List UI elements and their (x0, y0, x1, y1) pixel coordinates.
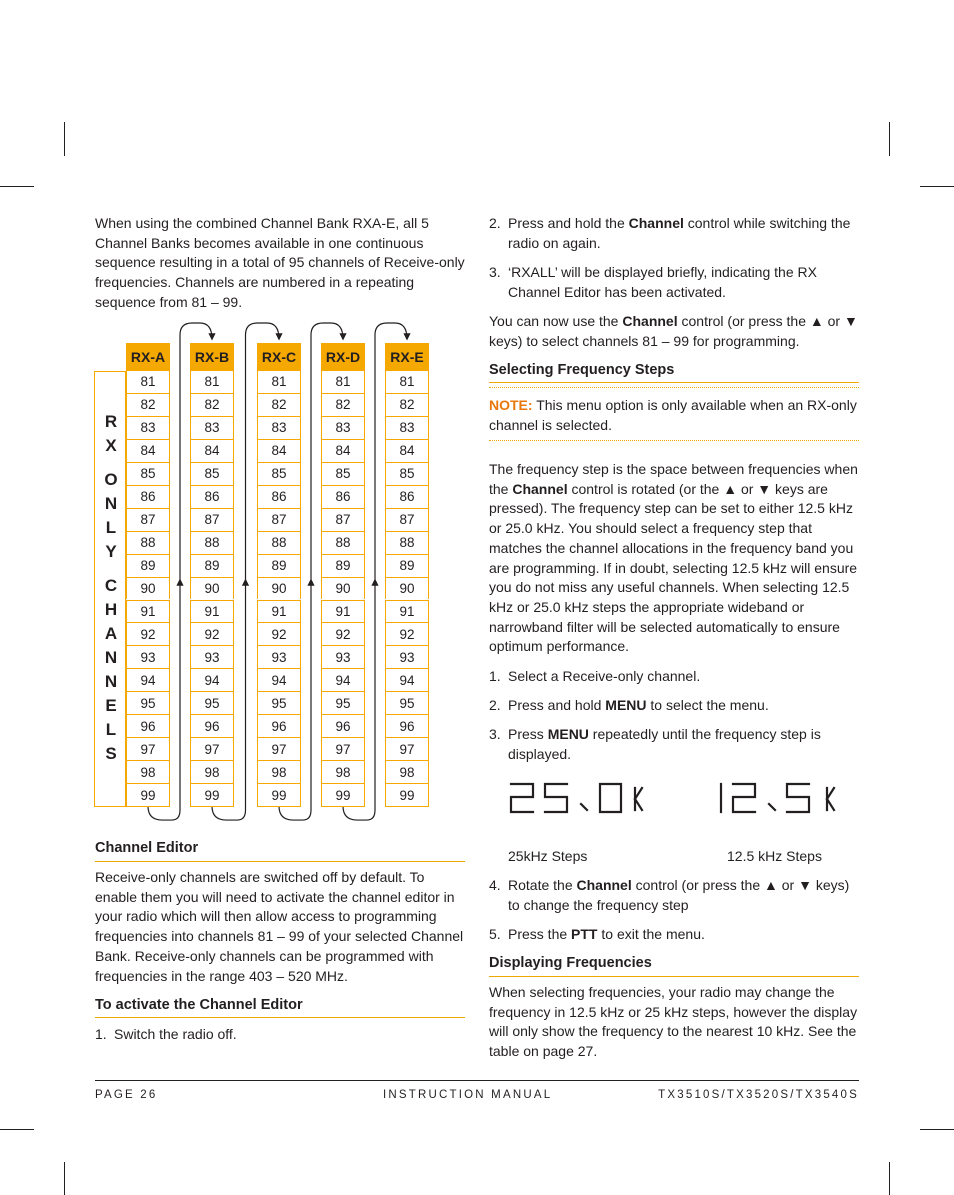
activate-step-1: 1. Switch the radio off. (95, 1026, 237, 1042)
channel-cell: 87 (257, 508, 301, 531)
channel-cell: 82 (321, 393, 365, 416)
side-label-letter: N (104, 672, 118, 691)
channel-cell: 86 (321, 485, 365, 508)
channel-cell: 86 (385, 485, 429, 508)
bank-header: RX-D (321, 343, 365, 370)
intro-paragraph: When using the combined Channel Bank RXA-E, all 5 Channel Banks becomes available in one continuous sequence resulting in a total of 95 channels of Receive-only frequencies. Channels are numbered in a repeating sequence from 81 – 99. (95, 215, 465, 310)
footer-model: TX3510S/TX3520S/TX3540S (658, 1089, 859, 1101)
channel-cell: 89 (257, 554, 301, 577)
footer-rule (95, 1080, 859, 1081)
channel-cell: 93 (321, 645, 365, 668)
channel-cell: 88 (190, 531, 234, 554)
heading-rule (489, 382, 859, 383)
bank-header: RX-C (257, 343, 301, 370)
channel-cell: 87 (126, 508, 170, 531)
crop-mark (0, 186, 34, 187)
channel-editor-heading: Channel Editor (95, 840, 199, 856)
caption-12khz: 12.5 kHz Steps (727, 848, 822, 864)
channel-cell: 91 (321, 600, 365, 623)
channel-cell: 94 (321, 668, 365, 691)
channel-cell: 84 (385, 439, 429, 462)
channel-cell: 81 (190, 370, 234, 393)
channel-cell: 89 (385, 554, 429, 577)
side-label-letter: C (104, 576, 118, 595)
side-label-letter: Y (105, 542, 117, 561)
channel-cell: 88 (126, 531, 170, 554)
side-label-letter: O (104, 470, 118, 489)
channel-cell: 83 (190, 416, 234, 439)
crop-mark (0, 1129, 34, 1130)
channel-cell: 81 (321, 370, 365, 393)
side-label-letter: N (104, 648, 118, 667)
channel-cell: 84 (321, 439, 365, 462)
channel-cell: 87 (321, 508, 365, 531)
channel-cell: 90 (321, 577, 365, 600)
channel-cell: 81 (126, 370, 170, 393)
note-divider-top (489, 387, 859, 388)
channel-cell: 99 (126, 783, 170, 807)
channel-cell: 82 (190, 393, 234, 416)
channel-cell: 98 (385, 760, 429, 783)
channel-cell: 99 (321, 783, 365, 807)
channel-cell: 85 (385, 462, 429, 485)
channel-cell: 97 (385, 737, 429, 760)
channel-cell: 90 (257, 577, 301, 600)
displaying-body: When selecting frequencies, your radio may change the frequency in 12.5 kHz or 25 kHz steps, however the display will only show the frequency to the nearest 10 kHz. See the table on page 27. (489, 984, 858, 1060)
channel-cell: 84 (257, 439, 301, 462)
channel-cell: 85 (190, 462, 234, 485)
channel-cell: 98 (190, 760, 234, 783)
footer-page-number: PAGE 26 (95, 1089, 158, 1101)
channel-cell: 83 (257, 416, 301, 439)
channel-cell: 98 (257, 760, 301, 783)
channel-cell: 85 (321, 462, 365, 485)
lcd-display-12k (713, 780, 843, 816)
displaying-heading: Displaying Frequencies (489, 955, 652, 971)
lcd-display-25k (505, 780, 645, 816)
channel-cell: 96 (190, 714, 234, 737)
channel-cell: 83 (126, 416, 170, 439)
channel-cell: 99 (190, 783, 234, 807)
side-label-letter: R (104, 412, 118, 431)
channel-cell: 95 (257, 691, 301, 714)
note-text: NOTE: This menu option is only available when an RX-only channel is selected. (489, 397, 857, 433)
channel-cell: 92 (321, 622, 365, 645)
channel-cell: 94 (257, 668, 301, 691)
side-label-letter: X (105, 436, 117, 455)
channel-cell: 85 (257, 462, 301, 485)
channel-cell: 94 (126, 668, 170, 691)
channel-cell: 93 (385, 645, 429, 668)
activate-step-3: 3. ‘RXALL’ will be displayed briefly, indicating the RX Channel Editor has been activated. (489, 264, 817, 300)
channel-cell: 84 (126, 439, 170, 462)
channel-cell: 86 (190, 485, 234, 508)
activate-heading: To activate the Channel Editor (95, 997, 303, 1013)
channel-cell: 96 (126, 714, 170, 737)
channel-cell: 97 (126, 737, 170, 760)
crop-mark (889, 1162, 890, 1195)
bank-header: RX-B (190, 343, 234, 370)
channel-cell: 98 (321, 760, 365, 783)
channel-cell: 89 (126, 554, 170, 577)
side-label-letter: H (104, 600, 118, 619)
heading-rule (95, 1017, 465, 1018)
channel-cell: 85 (126, 462, 170, 485)
channel-cell: 96 (321, 714, 365, 737)
freq-step-4: 4. Rotate the Channel control (or press the ▲ or ▼ keys) to change the frequency step (489, 877, 850, 913)
side-label-letter: L (105, 720, 117, 739)
crop-mark (64, 122, 65, 156)
channel-cell: 90 (126, 577, 170, 600)
side-label-letter: L (105, 518, 117, 537)
channel-cell: 95 (126, 691, 170, 714)
channel-cell: 88 (321, 531, 365, 554)
heading-rule (489, 976, 859, 977)
channel-cell: 90 (385, 577, 429, 600)
activate-after-text: You can now use the Channel control (or press the ▲ or ▼ keys) to select channels 81 – 99 for programming. (489, 313, 858, 349)
channel-cell: 81 (257, 370, 301, 393)
channel-cell: 92 (385, 622, 429, 645)
channel-cell: 97 (321, 737, 365, 760)
channel-cell: 98 (126, 760, 170, 783)
freq-steps-heading: Selecting Frequency Steps (489, 362, 675, 378)
side-label-letter: E (105, 696, 117, 715)
channel-cell: 84 (190, 439, 234, 462)
note-divider-bottom (489, 440, 859, 441)
channel-cell: 82 (126, 393, 170, 416)
channel-cell: 96 (385, 714, 429, 737)
channel-cell: 91 (190, 600, 234, 623)
channel-cell: 95 (385, 691, 429, 714)
channel-cell: 82 (385, 393, 429, 416)
channel-cell: 93 (257, 645, 301, 668)
side-label-letter: N (104, 494, 118, 513)
channel-cell: 90 (190, 577, 234, 600)
channel-cell: 95 (190, 691, 234, 714)
channel-cell: 94 (385, 668, 429, 691)
channel-cell: 97 (190, 737, 234, 760)
channel-cell: 99 (385, 783, 429, 807)
channel-cell: 97 (257, 737, 301, 760)
side-label-letter: A (104, 624, 118, 643)
channel-cell: 88 (257, 531, 301, 554)
channel-cell: 81 (385, 370, 429, 393)
channel-cell: 82 (257, 393, 301, 416)
channel-cell: 93 (126, 645, 170, 668)
crop-mark (64, 1162, 65, 1195)
bank-header: RX-A (126, 343, 170, 370)
footer-title: INSTRUCTION MANUAL (383, 1089, 553, 1101)
channel-cell: 96 (257, 714, 301, 737)
crop-mark (889, 122, 890, 156)
channel-cell: 92 (190, 622, 234, 645)
freq-step-2: 2. Press and hold MENU to select the menu. (489, 697, 769, 713)
channel-cell: 92 (126, 622, 170, 645)
side-label-letter: S (105, 744, 117, 763)
freq-step-3: 3. Press MENU repeatedly until the frequency step is displayed. (489, 726, 821, 762)
channel-cell: 83 (321, 416, 365, 439)
channel-cell: 94 (190, 668, 234, 691)
channel-cell: 86 (126, 485, 170, 508)
activate-step-2: 2. Press and hold the Channel control while switching the radio on again. (489, 215, 851, 251)
channel-cell: 87 (385, 508, 429, 531)
freq-step-1: 1. Select a Receive-only channel. (489, 668, 701, 684)
crop-mark (920, 186, 954, 187)
channel-cell: 91 (257, 600, 301, 623)
channel-cell: 83 (385, 416, 429, 439)
heading-rule (95, 861, 465, 862)
channel-cell: 93 (190, 645, 234, 668)
channel-editor-body: Receive-only channels are switched off by default. To enable them you will need to activate the channel editor in your radio which will then allow access to programming frequencies into channels 81 – 99 of your selected Channel Bank. Receive-only channels can be programmed with frequencies in the range 403 – 520 MHz. (95, 869, 464, 984)
channel-cell: 92 (257, 622, 301, 645)
channel-cell: 88 (385, 531, 429, 554)
freq-step-5: 5. Press the PTT to exit the menu. (489, 926, 705, 942)
channel-cell: 95 (321, 691, 365, 714)
freq-steps-body: The frequency step is the space between frequencies when the Channel control is rotated (or the ▲ or ▼ keys are pressed). The frequency step can be set to either 12.5 kHz or 25.0 kHz. You should select a frequency step that matches the channel allocations in the frequency band you are programming. If in doubt, selecting 12.5 kHz will ensure you do not miss any useful channels. When selecting 12.5 kHz or 25.0 kHz steps the appropriate wideband or narrowband filter will be selected automatically to ensure optimum performance. (489, 461, 858, 655)
caption-25khz: 25kHz Steps (508, 848, 588, 864)
channel-cell: 89 (321, 554, 365, 577)
channel-cell: 86 (257, 485, 301, 508)
channel-cell: 91 (385, 600, 429, 623)
channel-cell: 91 (126, 600, 170, 623)
channel-cell: 89 (190, 554, 234, 577)
channel-cell: 99 (257, 783, 301, 807)
crop-mark (920, 1129, 954, 1130)
channel-cell: 87 (190, 508, 234, 531)
bank-header: RX-E (385, 343, 429, 370)
